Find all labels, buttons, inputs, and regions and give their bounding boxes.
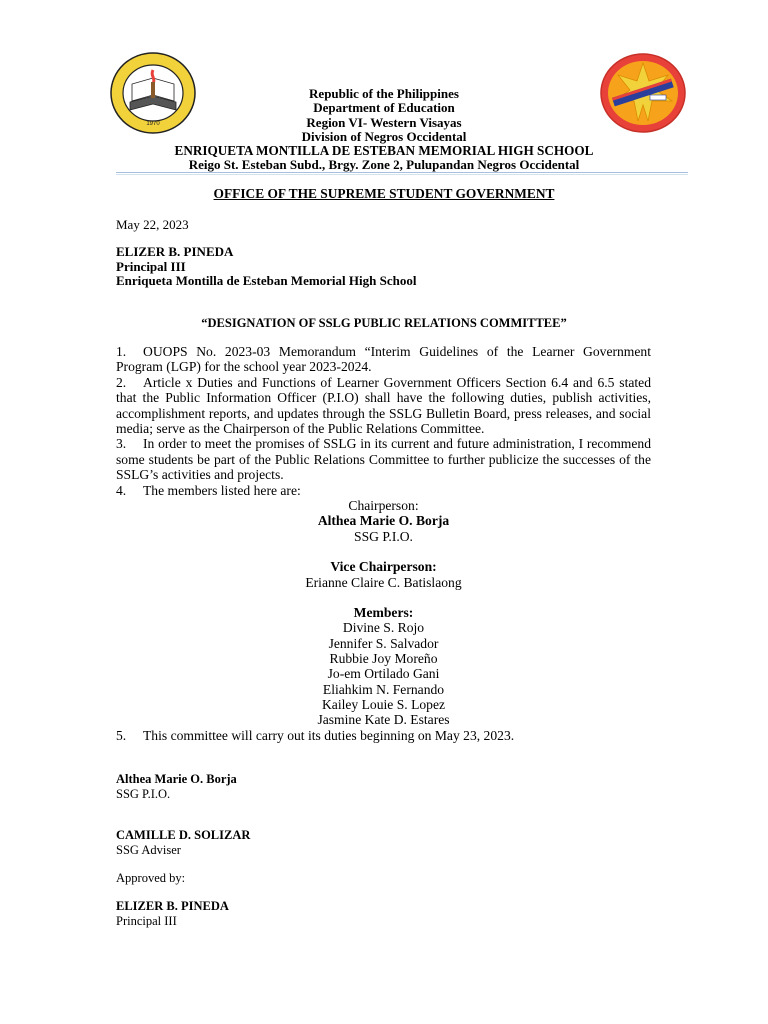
paragraph-number: 5. (116, 727, 127, 743)
member-item: Eliahkim N. Fernando (322, 681, 445, 697)
member-item: Rubbie Joy Moreño (329, 651, 438, 667)
letter-body (116, 344, 651, 743)
paragraph-text: This committee will carry out its duties beginning on May 23, 2023. (143, 727, 515, 743)
pio-role: SSG P.I.O. (116, 786, 171, 801)
paragraph-text: Article x Duties and Functions of Learner Government Officers Section 6.4 and 6.5 stated that the Public Information Officer (P.I.O) shall have the following duties, publish activities, accomplishment reports, and updates through the SSLG Bulletin Board, press releases, and social media; serve as the Chairperson of the Public Relations Committee. (116, 374, 651, 437)
adviser-signature (116, 828, 250, 857)
paragraph-number: 1. (116, 344, 127, 359)
letter-date: May 22, 2023 (116, 217, 189, 232)
paragraph-2 (116, 375, 651, 437)
header-divider (116, 172, 688, 173)
letterhead-address: Reigo St. Esteban Subd., Brgy. Zone 2, Pulupandan Negros Occidental (188, 157, 580, 173)
adviser-role: SSG Adviser (116, 842, 181, 857)
member-item: Jo-em Ortilado Gani (327, 666, 440, 682)
member-item: Jasmine Kate D. Estares (317, 712, 450, 728)
members-label: Members: (353, 605, 414, 621)
pio-signature (116, 772, 237, 801)
paragraph-4 (116, 483, 651, 498)
paragraph-number: 3. (116, 436, 127, 452)
principal-role: Principal III (116, 913, 177, 928)
pio-name: Althea Marie O. Borja (116, 772, 237, 786)
vice-chair-name: Erianne Claire C. Batislaong (305, 574, 462, 590)
office-title: OFFICE OF THE SUPREME STUDENT GOVERNMENT (213, 186, 555, 201)
vice-chair-label: Vice Chairperson: (330, 559, 437, 575)
letter-subject: “DESIGNATION OF SSLG PUBLIC RELATIONS COMMITTEE” (201, 316, 567, 330)
adviser-name: CAMILLE D. SOLIZAR (116, 828, 251, 842)
paragraph-text: The members listed here are: (143, 482, 301, 498)
letterhead-division: Division of Negros Occidental (301, 128, 467, 144)
addressee-position: Principal III (116, 258, 186, 274)
member-item: Kailey Louie S. Lopez (321, 696, 446, 712)
paragraph-number: 2. (116, 374, 127, 390)
letterhead-school: ENRIQUETA MONTILLA DE ESTEBAN MEMORIAL HIGH SCHOOL (174, 143, 594, 159)
letterhead-region: Region VI- Western Visayas (306, 114, 462, 130)
chair-role: SSG P.I.O. (354, 528, 413, 544)
paragraph-text: In order to meet the promises of SSLG in its current and future administration, I recommend some students be part of the Public Relations Committee to further publicize the successes of the SSLG’s activities and projects. (116, 436, 651, 483)
addressee-name: ELIZER B. PINEDA (116, 244, 234, 259)
letterhead-republic: Republic of the Philippines (309, 86, 459, 101)
letterhead-department: Department of Education (313, 100, 455, 116)
chair-name: Althea Marie O. Borja (317, 513, 450, 529)
paragraph-5 (116, 728, 651, 743)
paragraph-1 (116, 344, 651, 375)
member-item: Jennifer S. Salvador (328, 635, 439, 651)
committee-roster (116, 498, 651, 727)
principal-signature (116, 899, 229, 928)
paragraph-number: 4. (116, 482, 127, 498)
addressee-block (116, 245, 416, 289)
chair-label: Chairperson: (348, 498, 419, 514)
member-item: Divine S. Rojo (342, 620, 425, 636)
svg-text:1970: 1970 (146, 121, 160, 127)
addressee-school: Enriqueta Montilla de Esteban Memorial High School (116, 273, 417, 288)
approved-by-label: Approved by: (116, 871, 186, 885)
header-divider-shadow (116, 174, 688, 175)
principal-name: ELIZER B. PINEDA (116, 899, 229, 913)
letterhead (0, 87, 768, 173)
paragraph-3 (116, 436, 651, 482)
paragraph-text: OUOPS No. 2023-03 Memorandum “Interim Guidelines of the Learner Government Program (LGP) for the school year 2023-2024. (116, 344, 651, 375)
